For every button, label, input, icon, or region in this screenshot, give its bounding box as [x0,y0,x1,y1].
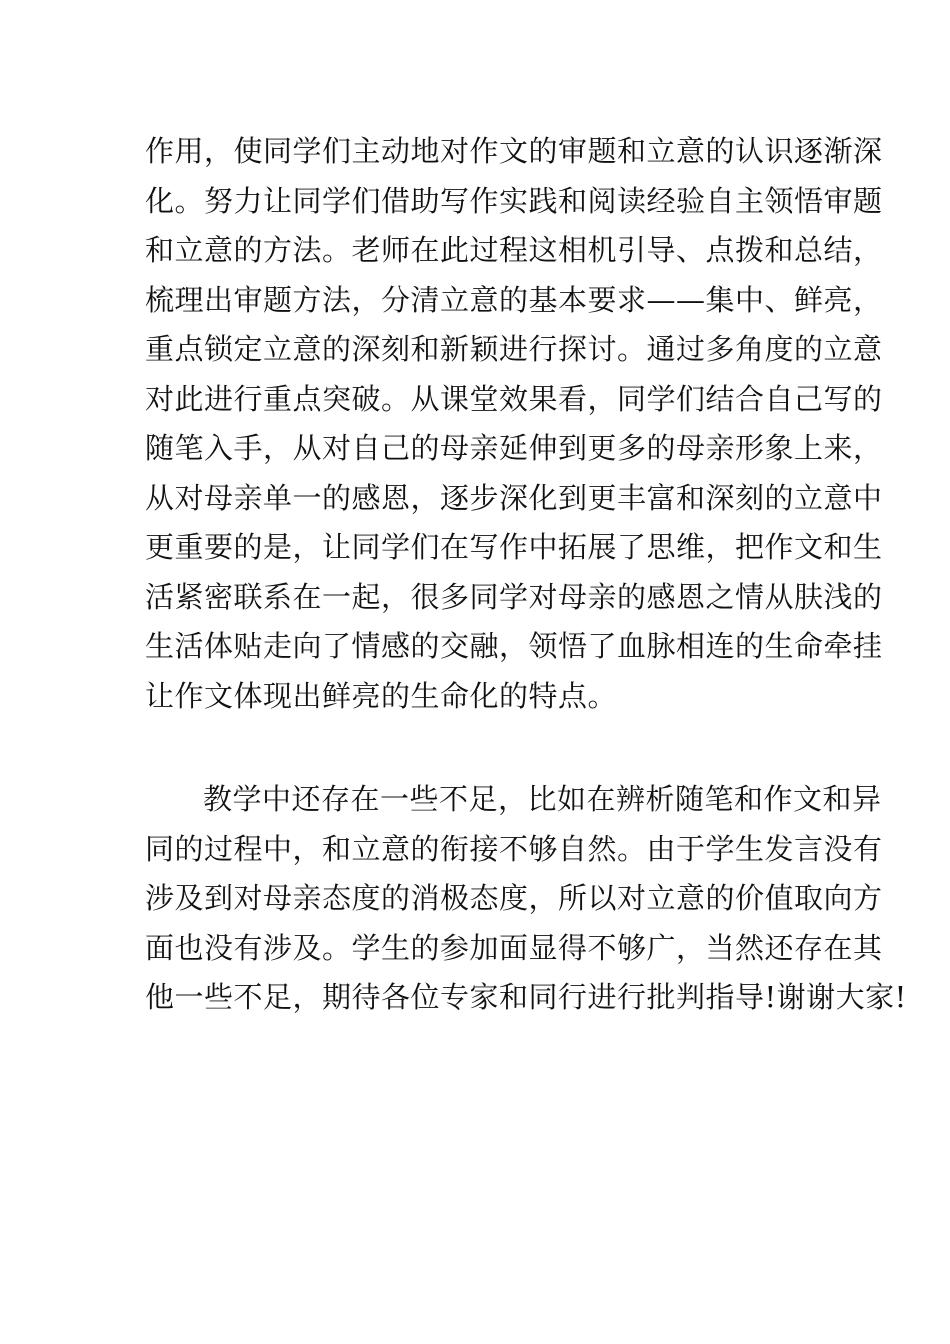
text-line: 活紧密联系在一起，很多同学对母亲的感恩之情从肤浅的 [145,579,883,614]
text-line: 随笔入手，从对自己的母亲延伸到更多的母亲形象上来， [145,431,883,465]
text-line: 他一些不足，期待各位专家和同行进行批判指导!谢谢大家! [145,980,907,1014]
text-line: 生活体贴走向了情感的交融，领悟了血脉相连的生命牵挂 [145,629,883,663]
paragraph-2 [145,775,907,1023]
text-line: 涉及到对母亲态度的消极态度，所以对立意的价值取向方 [145,881,883,915]
text-line: 教学中还存在一些不足，比如在辨析随笔和作文和异 [203,782,882,816]
text-line: 同的过程中，和立意的衔接不够自然。由于学生发言没有 [145,831,883,866]
text-line: 作用，使同学们主动地对作文的审题和立意的认识逐渐深 [145,134,883,168]
text-line: 面也没有涉及。学生的参加面显得不够广，当然还存在其 [145,930,883,965]
text-line: 重点锁定立意的深刻和新颖进行探讨。通过多角度的立意 [145,332,883,366]
paragraph-1 [145,127,883,721]
text-line: 梳理出审题方法，分清立意的基本要求——集中、鲜亮， [145,282,883,317]
text-line: 从对母亲单一的感恩，逐步深化到更丰富和深刻的立意中 [145,480,883,515]
text-line: 让作文体现出鲜亮的生命化的特点。 [145,678,618,713]
text-line: 化。努力让同学们借助写作实践和阅读经验自主领悟审题 [145,183,883,218]
text-line: 更重要的是，让同学们在写作中拓展了思维，把作文和生 [145,530,883,564]
text-line: 对此进行重点突破。从课堂效果看，同学们结合自己写的 [145,381,883,416]
text-line: 和立意的方法。老师在此过程这相机引导、点拨和总结， [145,233,883,267]
